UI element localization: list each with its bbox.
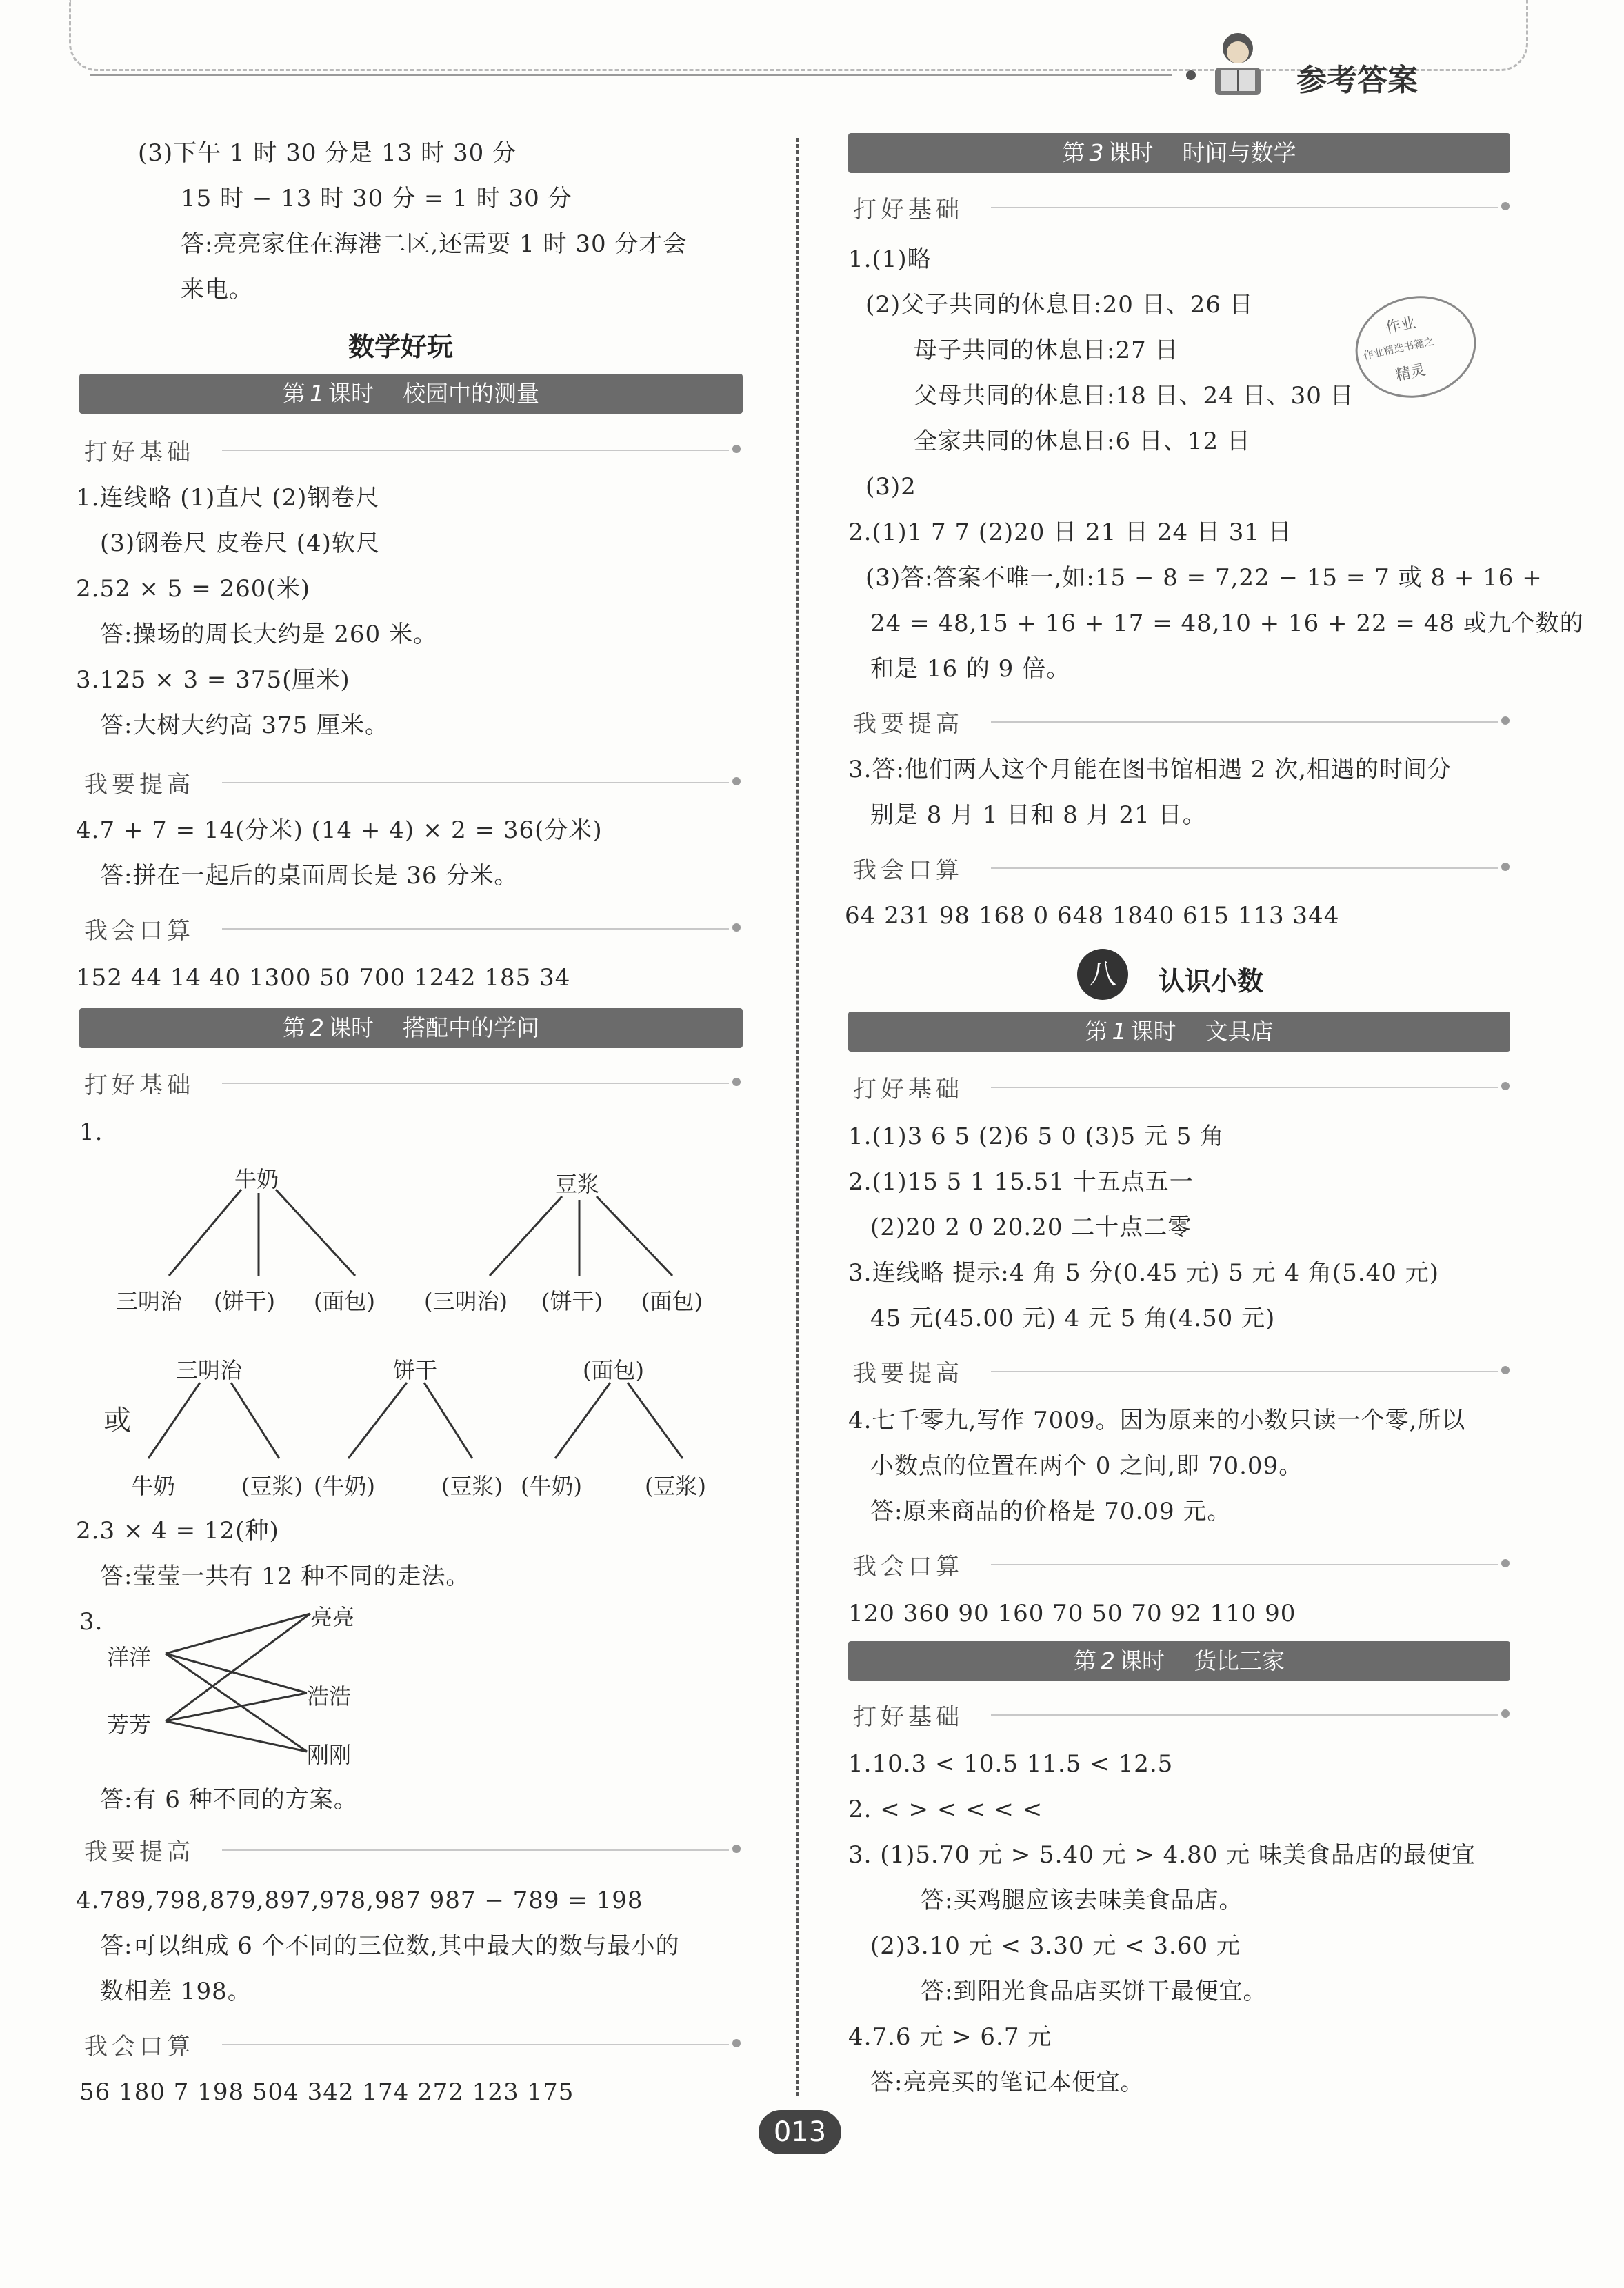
text-line: 4.789,798,879,897,978,987 987 − 789 = 198 [76, 1887, 643, 1914]
text-line: (3)钢卷尺 皮卷尺 (4)软尺 [100, 530, 380, 557]
text-line: 45 元(45.00 元) 4 元 5 角(4.50 元) [870, 1305, 1276, 1332]
text-line: 母子共同的休息日:27 日 [914, 337, 1179, 364]
section-dot [1501, 1082, 1510, 1090]
text-line: 2.52 × 5 = 260(米) [76, 575, 310, 603]
lesson-suffix: 课时 [328, 1014, 374, 1041]
section-title: 打好基础 [853, 1076, 963, 1103]
section-rule [991, 1371, 1498, 1372]
section-title: 我会口算 [853, 856, 963, 884]
text-line: 答:亮亮买的笔记本便宜。 [870, 2069, 1145, 2096]
section-title: 打好基础 [853, 196, 963, 223]
section-title: 我要提高 [853, 1360, 963, 1387]
text-line: 4.7 + 7 = 14(分米) (14 + 4) × 2 = 36(分米) [76, 816, 603, 844]
section-heading [853, 705, 1512, 738]
section-dot [1501, 1366, 1510, 1374]
lesson-name: 货比三家 [1193, 1647, 1285, 1674]
lesson-name: 搭配中的学问 [402, 1014, 539, 1041]
tree-leaf: (豆浆) [241, 1473, 303, 1499]
lesson-banner [848, 1641, 1510, 1681]
section-dot [732, 2039, 741, 2047]
section-title: 打好基础 [84, 1072, 194, 1099]
lesson-number: 3 [1089, 139, 1104, 166]
match-right: 刚刚 [307, 1742, 352, 1768]
lesson-number: 1 [310, 380, 325, 407]
text-line: 答:有 6 种不同的方案。 [100, 1786, 358, 1814]
text-line: (3)答:答案不唯一,如:15 − 8 = 7,22 − 15 = 7 或 8 + 16 + [865, 564, 1543, 592]
section-heading [853, 851, 1512, 884]
section-dot [1501, 1709, 1510, 1718]
text-line: 和是 16 的 9 倍。 [870, 655, 1071, 683]
text-line: 2. < > < < < < [848, 1796, 1043, 1823]
section-rule [222, 2044, 729, 2045]
oral-calc-line: 152 44 14 40 1300 50 700 1242 185 34 [76, 964, 571, 992]
unit-title: 认识小数 [1159, 966, 1264, 996]
text-line: 15 时 − 13 时 30 分 = 1 时 30 分 [181, 185, 572, 212]
lesson-suffix: 课时 [1107, 139, 1154, 166]
section-rule [991, 1564, 1498, 1565]
text-line: (2)20 2 0 20.20 二十点二零 [870, 1214, 1192, 1241]
lesson-prefix: 第 [283, 380, 306, 407]
text-line: 3.答:他们两人这个月能在图书馆相遇 2 次,相遇的时间分 [848, 756, 1452, 783]
lesson-suffix: 课时 [1130, 1018, 1176, 1045]
section-rule [991, 867, 1498, 869]
section-title: 打好基础 [853, 1703, 963, 1731]
lesson-name: 时间与数学 [1182, 139, 1296, 166]
section-rule [991, 1087, 1498, 1088]
text-line: 4.七千零九,写作 7009。因为原来的小数只读一个零,所以 [848, 1407, 1466, 1434]
section-heading [84, 2027, 743, 2058]
section-dot [1501, 1559, 1510, 1567]
section-heading [853, 190, 1512, 221]
text-line: 答:到阳光食品店买饼干最便宜。 [921, 1978, 1267, 2005]
text-line: 2.(1)15 5 1 15.51 十五点五一 [848, 1168, 1194, 1196]
section-title: 打好基础 [84, 439, 194, 466]
lesson-name: 文具店 [1205, 1018, 1274, 1045]
text-line: 1.(1)略 [848, 245, 932, 273]
section-rule [991, 207, 1498, 208]
tree-root: (面包) [583, 1357, 644, 1383]
lesson-banner [848, 1012, 1510, 1052]
text-line: 别是 8 月 1 日和 8 月 21 日。 [870, 801, 1207, 829]
match-right: 亮亮 [310, 1604, 355, 1630]
text-line: 3. (1)5.70 元 > 5.40 元 > 4.80 元 味美食品店的最便宜 [848, 1841, 1476, 1869]
lesson-suffix: 课时 [1119, 1647, 1165, 1674]
lesson-suffix: 课时 [328, 380, 374, 407]
section-heading [853, 1698, 1512, 1731]
text-line: 3. [79, 1608, 103, 1636]
text-line: 答:莹莹一共有 12 种不同的走法。 [100, 1563, 470, 1590]
oral-calc-line: 56 180 7 198 504 342 174 272 123 175 [79, 2078, 574, 2106]
text-line: 1.10.3 < 10.5 11.5 < 12.5 [848, 1750, 1174, 1778]
or-label: 或 [103, 1405, 131, 1436]
match-left: 洋洋 [107, 1644, 152, 1670]
answer-header-title: 参考答案 [1296, 63, 1418, 98]
text-line: 3.125 × 3 = 375(厘米) [76, 666, 350, 694]
section-dot [1501, 863, 1510, 871]
tree-leaf: (牛奶) [314, 1473, 375, 1499]
text-line: 父母共同的休息日:18 日、24 日、30 日 [914, 382, 1354, 410]
text-line: 答:买鸡腿应该去味美食品店。 [921, 1887, 1243, 1914]
text-line: 4.7.6 元 > 6.7 元 [848, 2023, 1052, 2051]
text-line: (2)3.10 元 < 3.30 元 < 3.60 元 [870, 1932, 1241, 1960]
text-line: (3)2 [865, 473, 916, 501]
text-line: 答:亮亮家住在海港二区,还需要 1 时 30 分才会 [181, 230, 688, 258]
lesson-prefix: 第 [1074, 1647, 1097, 1674]
tree-leaf: (豆浆) [441, 1473, 503, 1499]
section-title: 我会口算 [853, 1553, 963, 1580]
tree-leaf: (饼干) [214, 1288, 275, 1314]
page-number: 013 [759, 2110, 841, 2154]
tree-root: 豆浆 [555, 1171, 600, 1197]
text-line: 小数点的位置在两个 0 之间,即 70.09。 [870, 1452, 1303, 1480]
section-title: 我会口算 [84, 2033, 194, 2060]
text-line: 2.3 × 4 = 12(种) [76, 1517, 279, 1545]
text-line: 1.连线略 (1)直尺 (2)钢卷尺 [76, 484, 380, 512]
tree-leaf: (面包) [314, 1288, 375, 1314]
section-rule [222, 1849, 729, 1851]
tree-leaf: (面包) [641, 1288, 703, 1314]
tree-leaf: (牛奶) [521, 1473, 582, 1499]
lesson-prefix: 第 [1085, 1018, 1108, 1045]
text-line: 来电。 [181, 276, 253, 303]
section-title: 我要提高 [84, 1838, 194, 1866]
section-heading [853, 1547, 1512, 1578]
tree-leaf: 牛奶 [131, 1473, 176, 1499]
oral-calc-line: 64 231 98 168 0 648 1840 615 113 344 [845, 902, 1340, 930]
unit-title: 数学好玩 [348, 332, 454, 362]
text-line: 1.(1)3 6 5 (2)6 5 0 (3)5 元 5 角 [848, 1123, 1225, 1150]
section-dot [1501, 202, 1510, 210]
tree-leaf: (豆浆) [645, 1473, 706, 1499]
text-line: 2.(1)1 7 7 (2)20 日 21 日 24 日 31 日 [848, 519, 1292, 546]
text-line: (2)父子共同的休息日:20 日、26 日 [865, 291, 1254, 319]
match-right: 浩浩 [307, 1683, 352, 1709]
lesson-name: 校园中的测量 [402, 380, 539, 407]
section-heading [84, 1833, 743, 1866]
lesson-prefix: 第 [283, 1014, 306, 1041]
match-left: 芳芳 [107, 1712, 152, 1738]
section-rule [991, 1714, 1498, 1716]
stamp-top: 作业 [1384, 314, 1418, 338]
section-title: 我要提高 [853, 710, 963, 738]
text-line: 数相差 198。 [100, 1978, 252, 2005]
section-title: 我会口算 [84, 917, 194, 945]
lesson-number: 1 [1112, 1018, 1127, 1045]
stamp-mid: 作业精选书籍之 [1362, 334, 1436, 362]
text-line: 1. [79, 1118, 103, 1146]
tree-root: 牛奶 [234, 1166, 279, 1192]
lesson-number: 2 [310, 1014, 325, 1041]
text-line: 24 = 48,15 + 16 + 17 = 48,10 + 16 + 22 = 48 或九个数的 [870, 610, 1584, 637]
oral-calc-line: 120 360 90 160 70 50 70 92 110 90 [848, 1600, 1296, 1627]
section-dot [1501, 716, 1510, 725]
tree-root: 饼干 [393, 1357, 438, 1383]
tree-leaf: 三明治 [116, 1288, 183, 1314]
text-line: (3)下午 1 时 30 分是 13 时 30 分 [138, 139, 517, 167]
section-title: 我要提高 [84, 771, 194, 799]
section-rule [991, 721, 1498, 723]
unit-number-badge: 八 [1077, 949, 1128, 1000]
section-dot [732, 1845, 741, 1853]
lesson-number: 2 [1101, 1647, 1116, 1674]
text-line: 答:操场的周长大约是 260 米。 [100, 621, 437, 648]
stamp-bottom: 精灵 [1394, 361, 1427, 385]
text-line: 答:原来商品的价格是 70.09 元。 [870, 1498, 1232, 1525]
tree-leaf: (三明治) [424, 1288, 508, 1314]
text-line: 答:大树大约高 375 厘米。 [100, 712, 389, 739]
lesson-prefix: 第 [1062, 139, 1085, 166]
text-line: 3.连线略 提示:4 角 5 分(0.45 元) 5 元 4 角(5.40 元) [848, 1259, 1439, 1287]
text-line: 全家共同的休息日:6 日、12 日 [914, 428, 1251, 455]
text-line: 答:拼在一起后的桌面周长是 36 分米。 [100, 862, 519, 890]
section-heading [853, 1070, 1512, 1101]
tree-root: 三明治 [176, 1357, 243, 1383]
section-heading [853, 1354, 1512, 1385]
text-line: 答:可以组成 6 个不同的三位数,其中最大的数与最小的 [100, 1932, 680, 1960]
lesson-banner [848, 133, 1510, 173]
tree-leaf: (饼干) [541, 1288, 603, 1314]
